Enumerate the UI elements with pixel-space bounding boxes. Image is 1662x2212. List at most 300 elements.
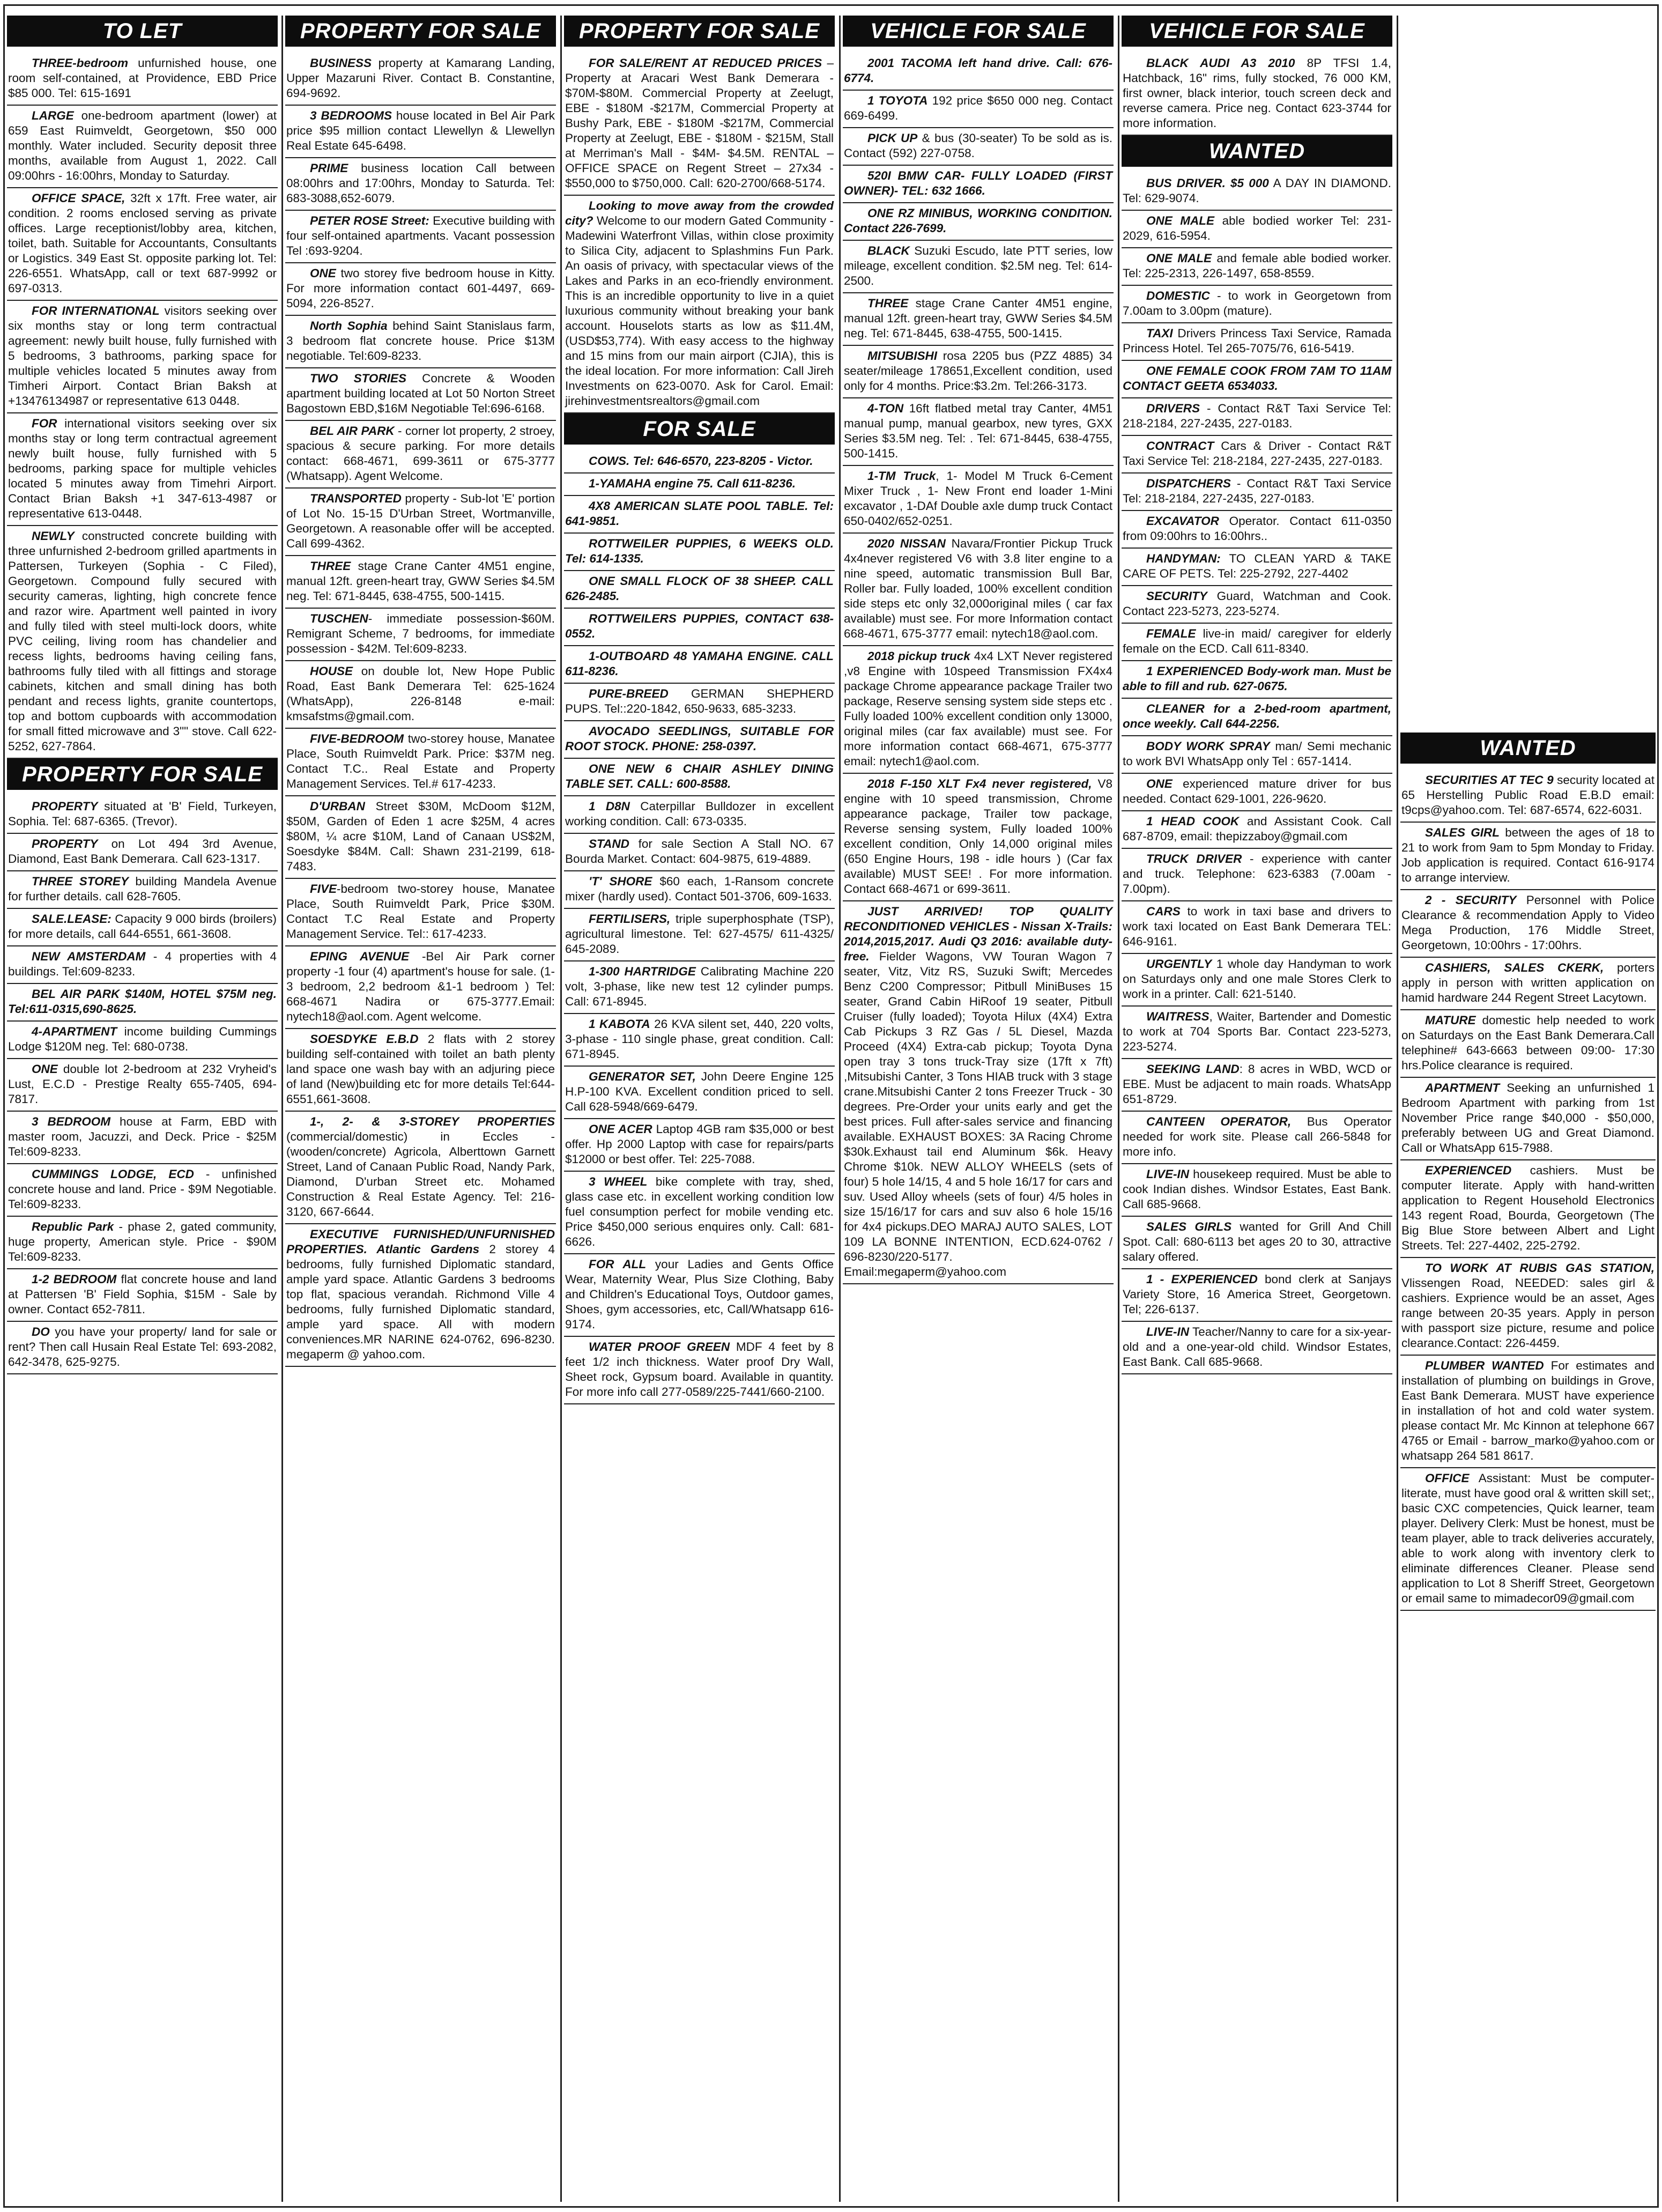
classified-ad <box>285 211 556 263</box>
ad-lead: OFFICE SPACE, <box>32 191 125 205</box>
ad-lead: 2020 NISSAN <box>867 537 946 550</box>
classified-ad <box>1122 248 1392 286</box>
classified-ad <box>1122 211 1392 248</box>
classified-ad <box>1122 286 1392 323</box>
ad-lead: BLACK <box>867 244 910 257</box>
ad-text: Seeking an unfurnished 1 Bedroom Apartment with parking from 1st November Price range $40,000 - $50,000, preferably between UG and Great Diamond. Call or WhatsApp 615-7988. <box>1401 1081 1654 1155</box>
ad-text: Guard, Watchman and Cook. Contact 223-5273, 223-5274. <box>1123 589 1391 618</box>
ad-text: Bus Operator needed for work site. Please call 266-5848 for more info. <box>1123 1115 1391 1158</box>
classified-ad <box>843 534 1114 646</box>
ad-lead: 3 BEDROOM <box>32 1115 110 1128</box>
classified-ad <box>7 1059 278 1112</box>
ad-lead: ONE ACER <box>589 1122 652 1136</box>
ad-lead: PLUMBER WANTED <box>1425 1359 1544 1372</box>
ad-text: - 4 properties with 4 buildings. Tel:609-8233. <box>8 950 277 978</box>
classified-ad <box>1122 1322 1392 1374</box>
ad-text: able bodied worker Tel: 231-2029, 616-5954. <box>1123 214 1391 242</box>
classified-ad <box>843 398 1114 466</box>
classified-ad <box>1400 1258 1656 1356</box>
ad-lead: 4-APARTMENT <box>32 1025 117 1038</box>
ad-lead: APARTMENT <box>1425 1081 1500 1094</box>
ad-text: house located in Bel Air Park price $95 million contact Llewellyn & Llewellyn Real Estate 645-6498. <box>286 109 555 152</box>
ad-text: - to work in Georgetown from 7.00am to 3.00pm (mature). <box>1123 289 1391 317</box>
classified-ad <box>1122 436 1392 474</box>
ad-lead: 3 BEDROOMS <box>310 109 392 122</box>
classified-ad <box>7 1022 278 1059</box>
classified-ad <box>7 1269 278 1322</box>
ad-lead: FOR SALE/RENT AT REDUCED PRICES <box>589 56 822 70</box>
classified-ad <box>1122 511 1392 549</box>
ad-lead: ONE MALE <box>1146 214 1215 227</box>
ad-text: 16ft flatbed metal tray Canter, 4M51 manual pump, manual gearbox, new tyres, GXX Series $3.5M neg. Tel: . Tel: 671-8445, 638-4755, 500-1415. <box>844 402 1112 460</box>
ad-text: Laptop 4GB ram $35,000 or best offer. Hp 2000 Laptop with case for repairs/parts $12000 or best offer. Tel: 225-7088. <box>565 1122 834 1166</box>
ad-lead: 1-YAMAHA engine 75. Call 611-8236. <box>589 477 796 490</box>
column-vehicle-and-wanted <box>1122 16 1392 2202</box>
ad-lead: HANDYMAN: <box>1146 552 1221 565</box>
ad-text: building Mandela Avenue for further details. call 628-7605. <box>8 875 277 903</box>
ad-lead: FIVE <box>310 882 337 896</box>
classified-ad <box>285 946 556 1029</box>
ad-lead: 2 - SECURITY <box>1425 893 1517 907</box>
section-header-wanted: WANTED <box>1400 733 1656 764</box>
ad-text: wanted for Grill And Chill Spot. Call: 680-6113 bet ages 20 to 30, attractive salary offered. <box>1123 1220 1392 1263</box>
classified-ad <box>1122 954 1392 1007</box>
ad-text: and female able bodied worker. Tel: 225-2313, 226-1497, 658-8559. <box>1123 251 1391 280</box>
classified-ad <box>1122 398 1392 436</box>
ad-lead: DO <box>32 1325 50 1338</box>
ad-text: 26 KVA silent set, 440, 220 volts, 3-phase - 110 single phase, great condition. Call: 671-8945. <box>565 1017 834 1061</box>
classified-ad <box>285 661 556 729</box>
ad-lead: PROPERTY <box>32 800 98 813</box>
classified-ad <box>1400 823 1656 890</box>
ad-text: live-in maid/ caregiver for elderly female on the ECD. Call 611-8340. <box>1123 627 1391 655</box>
classified-ad <box>7 53 278 106</box>
column-divider <box>839 16 841 2202</box>
ad-lead: JUST ARRIVED! TOP QUALITY RECONDITIONED VEHICLES - Nissan X-Trails: 2014,2015,2017. Audi Q3 2016: available duty-free. <box>844 905 1112 963</box>
ad-lead: ROTTWEILERS PUPPIES, CONTACT 638-0552. <box>565 612 834 640</box>
ad-lead: ONE <box>310 267 336 280</box>
ad-text: you have your property/ land for sale or rent? Then call Husain Real Estate Tel: 693-2082, 642-3478, 625-9275. <box>8 1325 277 1368</box>
ad-lead: TRANSPORTED <box>310 492 402 505</box>
ad-lead: THREE <box>867 297 909 310</box>
ad-text: Operator. Contact 611-0350 from 09:00hrs to 16:00hrs.. <box>1123 514 1391 543</box>
ad-text: - phase 2, gated community, huge property, American style. Price - $90M Tel:609-8233. <box>8 1220 277 1263</box>
ad-text: bond clerk at Sanjays Variety Store, 16 America Street, Georgetown. Tel; 226-6137. <box>1123 1273 1391 1316</box>
ad-lead: SECURITIES AT TEC 9 <box>1425 773 1554 787</box>
ad-lead: URGENTLY <box>1146 957 1212 971</box>
classified-ad <box>1400 890 1656 958</box>
ad-lead: BEL AIR PARK $140M, HOTEL $75M neg. Tel:611-0315,690-8625. <box>8 987 277 1016</box>
ad-text: your Ladies and Gents Office Wear, Maternity Wear, Plus Size Clothing, Baby and Children's Educational Toys, Outdoor games, Shoes, gym accessories, etc, Call/Whatsapp 616-9174. <box>565 1257 834 1331</box>
ad-text: - corner lot property, 2 stroey, spacious & secure parking. For more details contact: 668-4671, 699-3611 or 675-3777 (Whatsapp). Agent Welcome. <box>286 424 555 483</box>
ad-text: Suzuki Escudo, late PTT series, low mileage, excellent condition. $2.5M neg. Tel: 614-2500. <box>844 244 1112 287</box>
ad-lead: CARS <box>1146 905 1181 918</box>
ad-lead: SALE.LEASE: <box>32 912 112 926</box>
classified-ad <box>564 909 835 961</box>
ad-lead: SOESDYKE E.B.D <box>310 1032 419 1046</box>
ad-lead: 2018 pickup truck <box>867 649 970 663</box>
classified-ad <box>1122 624 1392 661</box>
classified-ad <box>7 106 278 188</box>
ad-lead: North Sophia <box>310 319 388 332</box>
ad-text: income building Cummings Lodge $120M neg. Tel: 680-0738. <box>8 1025 277 1053</box>
classified-ad <box>843 166 1114 203</box>
classified-ad <box>564 759 835 796</box>
classified-ad <box>1122 549 1392 586</box>
ad-text: - unfinished concrete house and land. Price - $9M Negotiable. Tel:609-8233. <box>8 1167 277 1211</box>
classified-ad <box>564 1172 835 1254</box>
ad-text: two storey five bedroom house in Kitty. For more information contact 601-4497, 669-5094, 226-8527. <box>286 267 555 310</box>
ad-lead: THREE STOREY <box>32 875 129 888</box>
classified-ad <box>564 871 835 909</box>
ad-text: business location Call between 08:00hrs and 17:00hrs, Monday to Saturda. Tel: 683-3088,652-6079. <box>286 161 555 205</box>
ad-lead: EXCAVATOR <box>1146 514 1219 528</box>
classified-ad <box>1400 1468 1656 1611</box>
column-divider <box>1397 16 1398 2202</box>
ad-lead: 1 D8N <box>589 800 630 813</box>
ad-lead: ONE MALE <box>1146 251 1212 265</box>
ad-lead: ONE SMALL FLOCK OF 38 SHEEP. CALL 626-2485. <box>565 574 834 603</box>
ad-lead: MATURE <box>1425 1013 1476 1027</box>
classified-ad <box>285 489 556 556</box>
classified-ad <box>1122 1059 1392 1112</box>
section-header-property-for-sale: PROPERTY FOR SALE <box>7 759 278 790</box>
ad-lead: FOR ALL <box>589 1257 647 1271</box>
ad-text: Navara/Frontier Pickup Truck 4x4never registered V6 with 3.8 liter engine to a nine speed, automatic transmission Bull Bar, Roller bar. Fully loaded, 100% excellent condition side steps etc only 32,000original miles ( car fax available) must see. For more Information contact 668-4671, 675-3777 email: nytech18@aol.com. <box>844 537 1112 640</box>
section-header-wanted: WANTED <box>1122 136 1392 167</box>
classified-ad <box>564 1119 835 1172</box>
column-wanted <box>1400 733 1656 2202</box>
ad-lead: TO WORK AT RUBIS GAS STATION, <box>1425 1261 1654 1275</box>
classified-ad <box>7 413 278 526</box>
ad-lead: CANTEEN OPERATOR, <box>1146 1115 1292 1128</box>
ad-text: Calibrating Machine 220 volt, 3-phase, like new test 12 cylinder pumps. Call: 671-8945. <box>565 965 834 1008</box>
ad-text: Concrete & Wooden apartment building located at Lot 50 Norton Street Bagostown EBD,$16M Negotiable Tel:696-6168. <box>286 372 555 415</box>
ad-lead: ONE NEW 6 CHAIR ASHLEY DINING TABLE SET. CALL: 600-8588. <box>565 762 834 790</box>
ad-lead: BODY WORK SPRAY <box>1146 739 1270 753</box>
classified-ad <box>7 1322 278 1374</box>
ad-text: GERMAN SHEPHERD PUPS. Tel::220-1842, 650-9633, 685-3233. <box>565 687 834 715</box>
section-header-for-sale: FOR SALE <box>564 413 835 445</box>
ad-text: property at Kamarang Landing, Upper Mazaruni River. Contact B. Constantine, 694-9692. <box>286 56 555 100</box>
ad-lead: ONE <box>32 1062 58 1076</box>
ad-text: Assistant: Must be computer-literate, must have good oral & written skill set;, basic CXC competencies, Quick learner, team player. Delivery Clerk: Must be honest, must be team player, able to track deliveries accurately, able to work along with inventory clerk to eliminate differences Cleaner. Please send application to Lot 8 Sheriff Street, Georgetown or email same to mimadecor09@gmail.com <box>1401 1471 1654 1605</box>
ad-text: 32ft x 17ft. Free water, air condition. 2 rooms enclosed serving as private offices. Large receptionist/lobby area, kitchen, toilet, bath. Suitable for Accountants, Consultants or Logistics. 349 East St. opposite parking lot. Tel: 226-6551. WhatsApp, call or text 687-9992 or 697-0313. <box>8 191 277 295</box>
ad-lead: ONE RZ MINIBUS, WORKING CONDITION. Contact 226-7699. <box>844 206 1112 235</box>
ad-lead: EPING AVENUE <box>310 950 410 963</box>
ad-text: international visitors seeking over six months stay or long term contractual agreement newly built house, fully furnished with 5 bedrooms, parking space for multiple vehicles located 5 minutes away from Timehri Airport. Contact Brian Baksh +1 347-613-4987 or representative 613-0448. <box>8 417 277 520</box>
classified-ad <box>843 466 1114 534</box>
ad-lead: HOUSE <box>310 664 353 678</box>
classified-ad <box>7 1164 278 1217</box>
ad-lead: EXECUTIVE FURNISHED/UNFURNISHED PROPERTIES. Atlantic Gardens <box>286 1227 555 1256</box>
classified-ad <box>285 106 556 158</box>
ad-lead: EXPERIENCED <box>1425 1164 1512 1177</box>
classified-ad <box>7 188 278 301</box>
classified-ad <box>843 128 1114 166</box>
ad-text: man/ Semi mechanic to work BVI WhatsApp only Tel : 657-1414. <box>1123 739 1391 768</box>
ad-lead: Republic Park <box>32 1220 114 1233</box>
classified-ad <box>564 496 835 534</box>
ad-text: bike complete with tray, shed, glass case etc. in excellent working condition low fuel consumption perfect for mobile vending etc. Price $450,000 serious enquires only. Call: 681-6626. <box>565 1175 834 1248</box>
classified-ad <box>843 241 1114 293</box>
ad-lead: CONTRACT <box>1146 439 1214 453</box>
classified-ad <box>285 796 556 879</box>
classified-ad <box>7 871 278 909</box>
classified-ad <box>285 263 556 316</box>
classified-ad <box>1122 699 1392 736</box>
classified-ad <box>7 984 278 1022</box>
classified-ad <box>7 1112 278 1164</box>
classified-ad <box>285 556 556 609</box>
ad-text: 192 price $650 000 neg. Contact 669-6499. <box>844 94 1113 122</box>
classifieds-page <box>3 4 1659 2208</box>
ad-text: (commercial/domestic) in Eccles - (wooden/concrete) Agricola, Alberttown Garnett Street, Land of Canaan Public Road, Nandy Park, Diamond, D'urban Street etc. Mohamed Construction & Real Estate Agency. Tel: 216-3120, 667-6644. <box>286 1130 555 1218</box>
ad-text: John Deere Engine 125 H.P-100 KVA. Excellent condition priced to sell. Call 628-5948/669-6479. <box>565 1070 834 1113</box>
ad-text: Capacity 9 000 birds (broilers) for more details, call 644-6551, 661-3608. <box>8 912 277 941</box>
ad-lead: FOR <box>32 417 57 430</box>
ad-lead: 1 - EXPERIENCED <box>1146 1273 1258 1286</box>
ad-lead: 'T' SHORE <box>589 875 652 888</box>
classified-ad <box>285 729 556 796</box>
ad-lead: AVOCADO SEEDLINGS, SUITABLE FOR ROOT STOCK. PHONE: 258-0397. <box>565 724 834 753</box>
classified-ad <box>1122 361 1392 398</box>
classified-ad <box>7 909 278 946</box>
ad-lead: OFFICE <box>1425 1471 1470 1485</box>
classified-ad <box>843 293 1114 346</box>
ad-text: Fielder Wagons, VW Touran Wagon 7 seater, Vitz, Vitz RS, Suzuki Swift; Mercedes Benz C200 Compressor; Pitbull MiniBuses 15 seater, Grand Cabin HiRoof 19 seater, Pitbull Cruiser (fully loaded); Toyota Hilux (4X4) Extra Cab Pickups 3 RZ Gas / 5L Diesel, Mazda Proceed (4X4) Extra-cab pickup; Toyota Dyna open tray 3 tons truck-Tray size (17ft x 7ft) ,Mitsubishi Canter, 3 Tons HIAB truck with 3 stage crane.Mitsubishi Canter 2 tons Freezer Truck - 30 degrees. Pre-Order your units early and get the best prices. Full after-sales service and financing available. EXHAUST BOXES: 3A Racing Chrome $30k.Exhaust tail end Aluminum $6k. Heavy Chrome $10k. NEW ALLOY WHEELS (sets of four) 5 hole 14/15, 4 and 5 hole 16/17 for cars and suv. Used Alloy wheels (sets of four) 4/5 holes in size 15/16/17 for cars and suv also 6 hole 15/16 for 4x4 pickups.DEO MARAJ AUTO SALES, LOT 109 LA BONNE INTENTION, ECD.624-0762 / 696-8230/220-5177. Email:megaperm@yahoo.com <box>844 950 1112 1278</box>
ad-text: A DAY IN DIAMOND. Tel: 629-9074. <box>1123 176 1392 205</box>
ad-text: between the ages of 18 to 21 to work from 9am to 5pm Monday to Friday. Job application is required. Contact 616-9174 to arrange interview. <box>1401 826 1654 884</box>
section-header-vehicle-for-sale: VEHICLE FOR SALE <box>1122 16 1392 47</box>
ad-lead: FIVE-BEDROOM <box>310 732 404 745</box>
classified-ad <box>1122 1007 1392 1059</box>
ad-text: security located at 65 Herstelling Public Road E.B.D email: t9cps@yahoo.com. Tel: 687-6574, 622-6031. <box>1401 773 1654 817</box>
ad-lead: CASHIERS, SALES CKERK, <box>1425 961 1604 974</box>
classified-ad <box>564 196 835 413</box>
ad-text: Caterpillar Bulldozer in excellent working condition. Call: 673-0335. <box>565 800 834 828</box>
ad-lead: CLEANER for a 2-bed-room apartment, once weekly. Call 644-2256. <box>1123 702 1391 730</box>
ad-text: - Contact R&T Taxi Service Tel: 218-2184, 227-2435, 227-0183. <box>1123 477 1391 505</box>
ad-lead: PROPERTY <box>32 837 98 850</box>
classified-ad <box>7 796 278 834</box>
classified-ad <box>7 526 278 759</box>
ad-lead: ROTTWEILER PUPPIES, 6 WEEKS OLD. Tel: 614-1335. <box>565 537 834 565</box>
ad-text: unfurnished house, one room self-contained, at Providence, EBD Price $85 000. Tel: 615-1691 <box>8 56 277 100</box>
ad-text: - immediate possession-$60M. Remigrant Scheme, 7 bedrooms, for immediate possession - $42M. Tel:609-8233. <box>286 612 555 655</box>
ad-text: and Assistant Cook. Call 687-8709, email: thepizzaboy@gmail.com <box>1123 815 1391 843</box>
ad-lead: PETER ROSE Street: <box>310 214 429 227</box>
ad-text: V8 engine with 10 speed transmission, Chrome appearance package, Trailer tow package, Reverse sensing system, Fully loaded 100% excellent condition, Only 14,000 original miles (650 Engine Hours, 198 - idle hours ) (Car fax available) MUST SEE! . For more information. Contact 668-4671 or 699-3611. <box>844 777 1112 896</box>
ad-text: stage Crane Canter 4M51 engine, manual 12ft. green-heart tray, GWW Series $4.5M neg. Tel: 671-8445, 638-4755, 500-1415. <box>844 297 1112 340</box>
classified-ad <box>564 534 835 571</box>
section-header-vehicle-for-sale: VEHICLE FOR SALE <box>843 16 1114 47</box>
ad-text: , Waiter, Bartender and Domestic to work at 704 Sports Bar. Contact 223-5273, 223-5274. <box>1123 1010 1391 1053</box>
classified-ad <box>1122 586 1392 624</box>
ad-text: Executive building with four self-ontained apartments. Vacant possession Tel :693-9204. <box>286 214 555 257</box>
ad-text: -bedroom two-storey house, Manatee Place, South Ruimveldt Park, Price $30M. Contact T.C Real Estate and Property Management Service. Tel:: 617-4233. <box>286 882 555 941</box>
ad-lead: FEMALE <box>1146 627 1196 640</box>
classified-ad <box>1122 1269 1392 1322</box>
ad-text: stage Crane Canter 4M51 engine, manual 12ft. green-heart tray, GWW Series $4.5M neg. Tel: 671-8445, 638-4755, 500-1415. <box>286 559 555 603</box>
ad-lead: 1 HEAD COOK <box>1146 815 1240 828</box>
classified-ad <box>564 646 835 684</box>
ad-text: - experience with canter and truck. Telephone: 623-6383 (7.00am - 7.00pm). <box>1123 852 1391 896</box>
column-divider <box>560 16 562 2202</box>
classified-ad <box>564 684 835 721</box>
ad-lead: LIVE-IN <box>1146 1325 1190 1338</box>
ad-lead: 2001 TACOMA left hand drive. Call: 676-6774. <box>844 56 1112 85</box>
classified-ad <box>1122 736 1392 774</box>
column-divider <box>1118 16 1119 2202</box>
ad-text: – Property at Aracari West Bank Demerara - $70M-$80M. Commercial Property at Zeelugt, EBE - $180M -$217M, Commercial Property at Bushy Park, EBE - $180M -$217M, Commercial Property at Zeelugt, EBE - $180M - $215M, Stall at Merriman's Mall - $4M- $4.5M. RENTAL – OFFICE SPACE on Regent Street – 27x34 - $550,000 to $750,000. Call: 620-2700/668-5174. <box>565 56 834 190</box>
ad-text: Personnel with Police Clearance & recommendation Apply to Video Mega Production, 176 Middle Street, Georgetown, 10:00hrs - 17:00hrs. <box>1401 893 1654 952</box>
ad-text: cashiers. Must be computer literate. Apply with hand-written application to Regent Household Electronics 143 regent Road, Bourda, Georgetown (The Big Blue Store between Albert and Light Streets. Tel: 227-4402, 225-2792. <box>1401 1164 1654 1252</box>
ad-lead: TWO STORIES <box>310 372 406 385</box>
classified-ad <box>285 53 556 106</box>
classified-ad <box>1122 1164 1392 1217</box>
ad-lead: SEEKING LAND <box>1146 1062 1240 1076</box>
ad-lead: DRIVERS <box>1146 402 1200 415</box>
classified-ad <box>843 774 1114 901</box>
ad-text: Cars & Driver - Contact R&T Taxi Service Tel: 218-2184, 227-2435, 227-0183. <box>1123 439 1391 468</box>
ad-text: TO CLEAN YARD & TAKE CARE OF PETS. Tel: 225-2792, 227-4402 <box>1123 552 1391 580</box>
classified-ad <box>1122 849 1392 901</box>
classified-ad <box>564 796 835 834</box>
ad-lead: 520I BMW CAR- FULLY LOADED (FIRST OWNER)- TEL: 632 1666. <box>844 169 1112 197</box>
classified-ad <box>1122 53 1392 136</box>
ad-text: housekeep required. Must be able to cook Indian dishes. Windsor Estates, East Bank. Call 685-9668. <box>1123 1167 1391 1211</box>
column-property-and-for-sale <box>564 16 835 2202</box>
ad-lead: STAND <box>589 837 629 850</box>
ad-lead: LIVE-IN <box>1146 1167 1190 1181</box>
ad-lead: BUS DRIVER. $5 000 <box>1146 176 1269 190</box>
ad-lead: DOMESTIC <box>1146 289 1210 302</box>
classified-ad <box>1122 1112 1392 1164</box>
ad-lead: COWS. Tel: 646-6570, 223-8205 - Victor. <box>589 454 813 468</box>
ad-lead: MITSUBISHI <box>867 349 938 362</box>
ad-text: For estimates and installation of plumbing on buildings in Grove, East Bank Demerara. MUST have experience in installation of hot and cold water system. please contact Mr. Mc Kinnon at telephone 667 4765 or Email - barrow_marko@yahoo.com or whatsapp 264 581 8617. <box>1401 1359 1655 1462</box>
ad-lead: PURE-BREED <box>589 687 669 700</box>
ad-text: for sale Section A Stall NO. 67 Bourda Market. Contact: 604-9875, 619-4889. <box>565 837 834 865</box>
classified-ad <box>7 946 278 984</box>
classified-ad <box>1122 901 1392 954</box>
classified-ad <box>285 368 556 421</box>
classified-ad <box>1122 774 1392 811</box>
ad-lead: 1-TM Truck <box>867 469 936 483</box>
ad-text: porters apply in person with written application on hamid hardware 244 Regent Street Lacytown. <box>1401 961 1655 1004</box>
ad-text: flat concrete house and land at Pattersen 'B' Field Sophia, $15M - Sale by owner. Contact 652-7811. <box>8 1273 277 1316</box>
classified-ad <box>564 474 835 496</box>
ad-text: Drivers Princess Taxi Service, Ramada Princess Hotel. Tel 265-7075/76, 616-5419. <box>1123 327 1391 355</box>
classified-ad <box>1400 1010 1656 1078</box>
classified-ad <box>564 961 835 1014</box>
ad-lead: BLACK AUDI A3 2010 <box>1146 56 1295 70</box>
section-header-property-for-sale: PROPERTY FOR SALE <box>564 16 835 47</box>
ad-lead: GENERATOR SET, <box>589 1070 696 1083</box>
ad-lead: 1-300 HARTRIDGE <box>589 965 696 978</box>
ad-lead: PICK UP <box>867 131 918 145</box>
ad-text: 8P TFSI 1.4, Hatchback, 16" rims, fully stocked, 76 000 KM, first owner, black interior, touch screen deck and reverse camera. Price neg. Contact 623-3744 for more information. <box>1123 56 1391 130</box>
classified-ad <box>285 1112 556 1224</box>
ad-lead: 1-, 2- & 3-STOREY PROPERTIES <box>310 1115 555 1128</box>
classified-ad <box>285 1029 556 1112</box>
classified-ad <box>564 571 835 609</box>
classified-ad <box>1400 1078 1656 1160</box>
ad-lead: Looking to move away from the crowded city? <box>565 199 834 227</box>
classified-ad <box>1400 1356 1656 1468</box>
ad-text: experienced mature driver for bus needed. Contact 629-1001, 226-9620. <box>1123 777 1391 805</box>
ad-lead: 4-TON <box>867 402 904 415</box>
ad-lead: TRUCK DRIVER <box>1146 852 1242 865</box>
ad-text: situated at 'B' Field, Turkeyen, Sophia. Tel: 687-6365. (Trevor). <box>8 800 277 828</box>
ad-lead: 1-OUTBOARD 48 YAMAHA ENGINE. CALL 611-8236. <box>565 649 834 678</box>
ad-lead: FERTILISERS, <box>589 912 671 926</box>
section-header-to-let: TO LET <box>7 16 278 47</box>
ad-text: behind Saint Stanislaus farm, 3 bedroom flat concrete house. Price $13M negotiable. Tel:609-8233. <box>286 319 555 362</box>
classified-ad <box>564 1337 835 1404</box>
ad-lead: SECURITY <box>1146 589 1207 603</box>
ad-lead: 1 EXPERIENCED Body-work man. Must be able to fill and rub. 627-0675. <box>1123 664 1391 693</box>
classified-ad <box>564 609 835 646</box>
classified-ad <box>564 834 835 871</box>
ad-lead: THREE-bedroom <box>32 56 128 70</box>
ad-lead: WAITRESS <box>1146 1010 1210 1023</box>
ad-lead: PRIME <box>310 161 348 175</box>
ad-text: domestic help needed to work on Saturdays on the East Bank Demerara.Call telephine# 643-6663 between 09:00- 17:30 hrs.Police clearance is required. <box>1401 1013 1654 1072</box>
ad-text: - Contact R&T Taxi Service Tel: 218-2184, 227-2435, 227-0183. <box>1123 402 1391 430</box>
classified-ad <box>843 53 1114 91</box>
ad-text: 4x4 LXT Never registered ,v8 Engine with 10speed Transmission FX4x4 package Chrome appearance package Trailer two package, Reserve sensing system side steps etc . Fully loaded 100% excellent condition only 13000, original miles (car fax available) must see. For more information contact 668-4671, 675-3777 email: nytech1@aol.com. <box>844 649 1112 768</box>
classified-ad <box>564 1254 835 1337</box>
ad-lead: ONE <box>1146 777 1173 790</box>
classified-ad <box>564 451 835 474</box>
classified-ad <box>285 158 556 211</box>
ad-lead: BUSINESS <box>310 56 372 70</box>
ad-text: 2 storey 4 bedrooms, fully furnished Diplomatic standard, ample yard space. Atlantic Gardens 3 bedrooms top flat, spacious verandah. Richmond Ville 4 bedrooms, fully furnished Diplomatic standard, ample yard space. All with modern conveniences.MR NARINE 624-0762, 696-8230. megaperm @ yahoo.com. <box>286 1242 555 1361</box>
ad-lead: BEL AIR PARK <box>310 424 395 438</box>
classified-ad <box>564 721 835 759</box>
ad-text: on double lot, New Hope Public Road, East Bank Demerara Tel: 625-1624 (WhatsApp), 226-8148 e-mail: kmsafstms@gmail.com. <box>286 664 555 723</box>
classified-ad <box>564 1067 835 1119</box>
ad-text: triple superphosphate (TSP), agricultural limestone. Tel: 627-4575/ 611-4325/ 645-2089. <box>565 912 834 956</box>
ad-lead: 2018 F-150 XLT Fx4 never registered, <box>867 777 1092 790</box>
ad-text: Street $30M, McDoom $12M, $50M, Garden of Eden 1 acre $25M, 4 acres $80M, ¼ acre $10M, Land of Canaan US$2M, Soesdyke $84M. Call: Shawn 231-2199, 618-7483. <box>286 800 555 873</box>
ad-lead: 1 TOYOTA <box>867 94 928 107</box>
classified-ad <box>843 91 1114 128</box>
classified-ad <box>1122 1217 1392 1269</box>
classified-ad <box>285 316 556 368</box>
ad-lead: TUSCHEN <box>310 612 368 625</box>
ad-lead: FOR INTERNATIONAL <box>32 304 160 317</box>
classified-ad <box>285 879 556 946</box>
classified-ad <box>1122 323 1392 361</box>
ad-lead: ONE FEMALE COOK FROM 7AM TO 11AM CONTACT GEETA 6534033. <box>1123 364 1391 393</box>
ad-lead: DISPATCHERS <box>1146 477 1231 490</box>
ad-lead: 1-2 BEDROOM <box>32 1273 117 1286</box>
ad-lead: SALES GIRLS <box>1146 1220 1232 1233</box>
ad-lead: TAXI <box>1146 327 1173 340</box>
ad-text: 1 whole day Handyman to work on Saturdays only and one male Stores Clerk to work in a printer. Call: 621-5140. <box>1123 957 1391 1001</box>
ad-text: double lot 2-bedroom at 232 Vryheid's Lust, E.C.D - Prestige Realty 655-7405, 694-7817. <box>8 1062 277 1106</box>
classified-ad <box>564 53 835 196</box>
classified-ad <box>843 901 1114 1284</box>
ad-lead: THREE <box>310 559 351 573</box>
ad-text: Teacher/Nanny to care for a six-year-old and a one-year-old child. Windsor Estates, East Bank. Call 685-9668. <box>1123 1325 1391 1368</box>
classified-ad <box>285 421 556 489</box>
classified-ad <box>1122 661 1392 699</box>
ad-text: : 8 acres in WBD, WCD or EBE. Must be adjacent to main roads. WhatsApp 651-8729. <box>1123 1062 1391 1106</box>
